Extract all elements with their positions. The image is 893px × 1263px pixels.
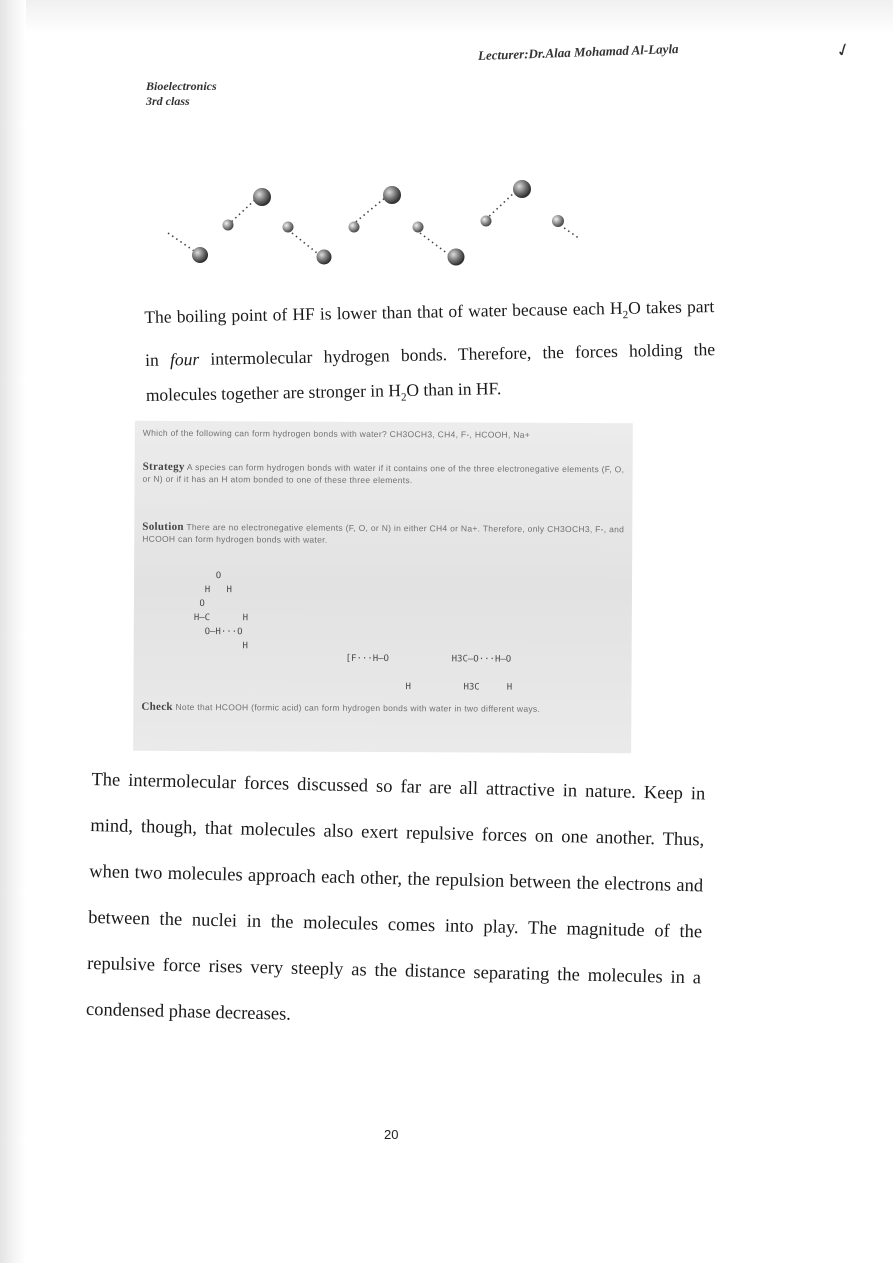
pen-mark-icon: ✓: [832, 38, 854, 63]
example-check: [141, 701, 623, 716]
example-solution: [142, 521, 624, 548]
solution-label: Solution: [142, 520, 184, 533]
h-atom: [552, 215, 564, 227]
f-atom: [192, 247, 208, 263]
h-atom: [283, 222, 294, 233]
h-atom: [223, 220, 234, 231]
strategy-text: A species can form hydrogen bonds with water if it contains one of the three electronegative elements (F, O, or N) or if it has an H atom bonded to one of these three elements.: [142, 461, 625, 486]
lecturer-name: Lecturer:Dr.Alaa Mohamad Al-Layla: [477, 41, 679, 63]
f-atom: [383, 186, 401, 204]
dimethyl-ether-structure-l2: H3C H: [463, 682, 513, 693]
check-label: Check: [141, 700, 173, 713]
course-title: Bioelectronics: [146, 79, 217, 93]
paragraph-repulsive-forces: The intermolecular forces discussed so far are all attractive in nature. Keep in mind, though, that molecules also exert repulsive forces on one another. Thus, when two molecules approach each other, the repulsion between the electrons and between the nuclei in the molecules comes into play. The magnitude of the repulsive force rises very steeply as the distance separating the molecules in a condensed phase decreases.: [85, 769, 706, 1025]
check-text: Note that HCOOH (formic acid) can form hydrogen bonds with water in two different ways.: [175, 701, 541, 714]
example-box-scan: [133, 421, 633, 754]
example-question: Which of the following can form hydrogen bonds with water? CH3OCH3, CH4, F-, HCOOH, Na+: [142, 427, 531, 440]
hf-chain-diagram: [160, 175, 590, 275]
f-atom: [513, 180, 531, 198]
scan-shadow-left: [0, 0, 26, 1263]
page-number: 20: [384, 1127, 399, 1142]
fluoride-structure-h: H: [405, 682, 411, 693]
h-atom: [349, 222, 360, 233]
f-atom: [253, 188, 271, 206]
example-strategy: [143, 461, 625, 488]
course-header: [146, 79, 217, 109]
f-atom: [317, 250, 332, 265]
paragraph-hf-boiling-point: The boiling point of HF is lower than that of water because each $H_2O$ takes part in four intermolecular hydrogen bonds. Therefore, the forces holding the molecules together are stronger in $H_2O$ than in HF.: [144, 296, 716, 405]
dimethyl-ether-structure: H3C—O···H—O: [451, 654, 512, 665]
strategy-label: Strategy: [142, 460, 185, 473]
h-atom: [413, 222, 424, 233]
class-level: 3rd class: [146, 94, 190, 108]
fluoride-structure: [F···H—O: [345, 653, 390, 665]
h-atom: [481, 216, 492, 227]
f-atom: [448, 249, 465, 266]
solution-text: There are no electronegative elements (F, O, or N) in either CH4 or Na+. Therefore, only CH3OCH3, F-, and HCOOH can form hydrogen bonds with water.: [142, 521, 625, 545]
scan-shadow-top: [0, 0, 893, 34]
formic-acid-structure: O H H O H—C H O—H···O H: [193, 571, 249, 652]
